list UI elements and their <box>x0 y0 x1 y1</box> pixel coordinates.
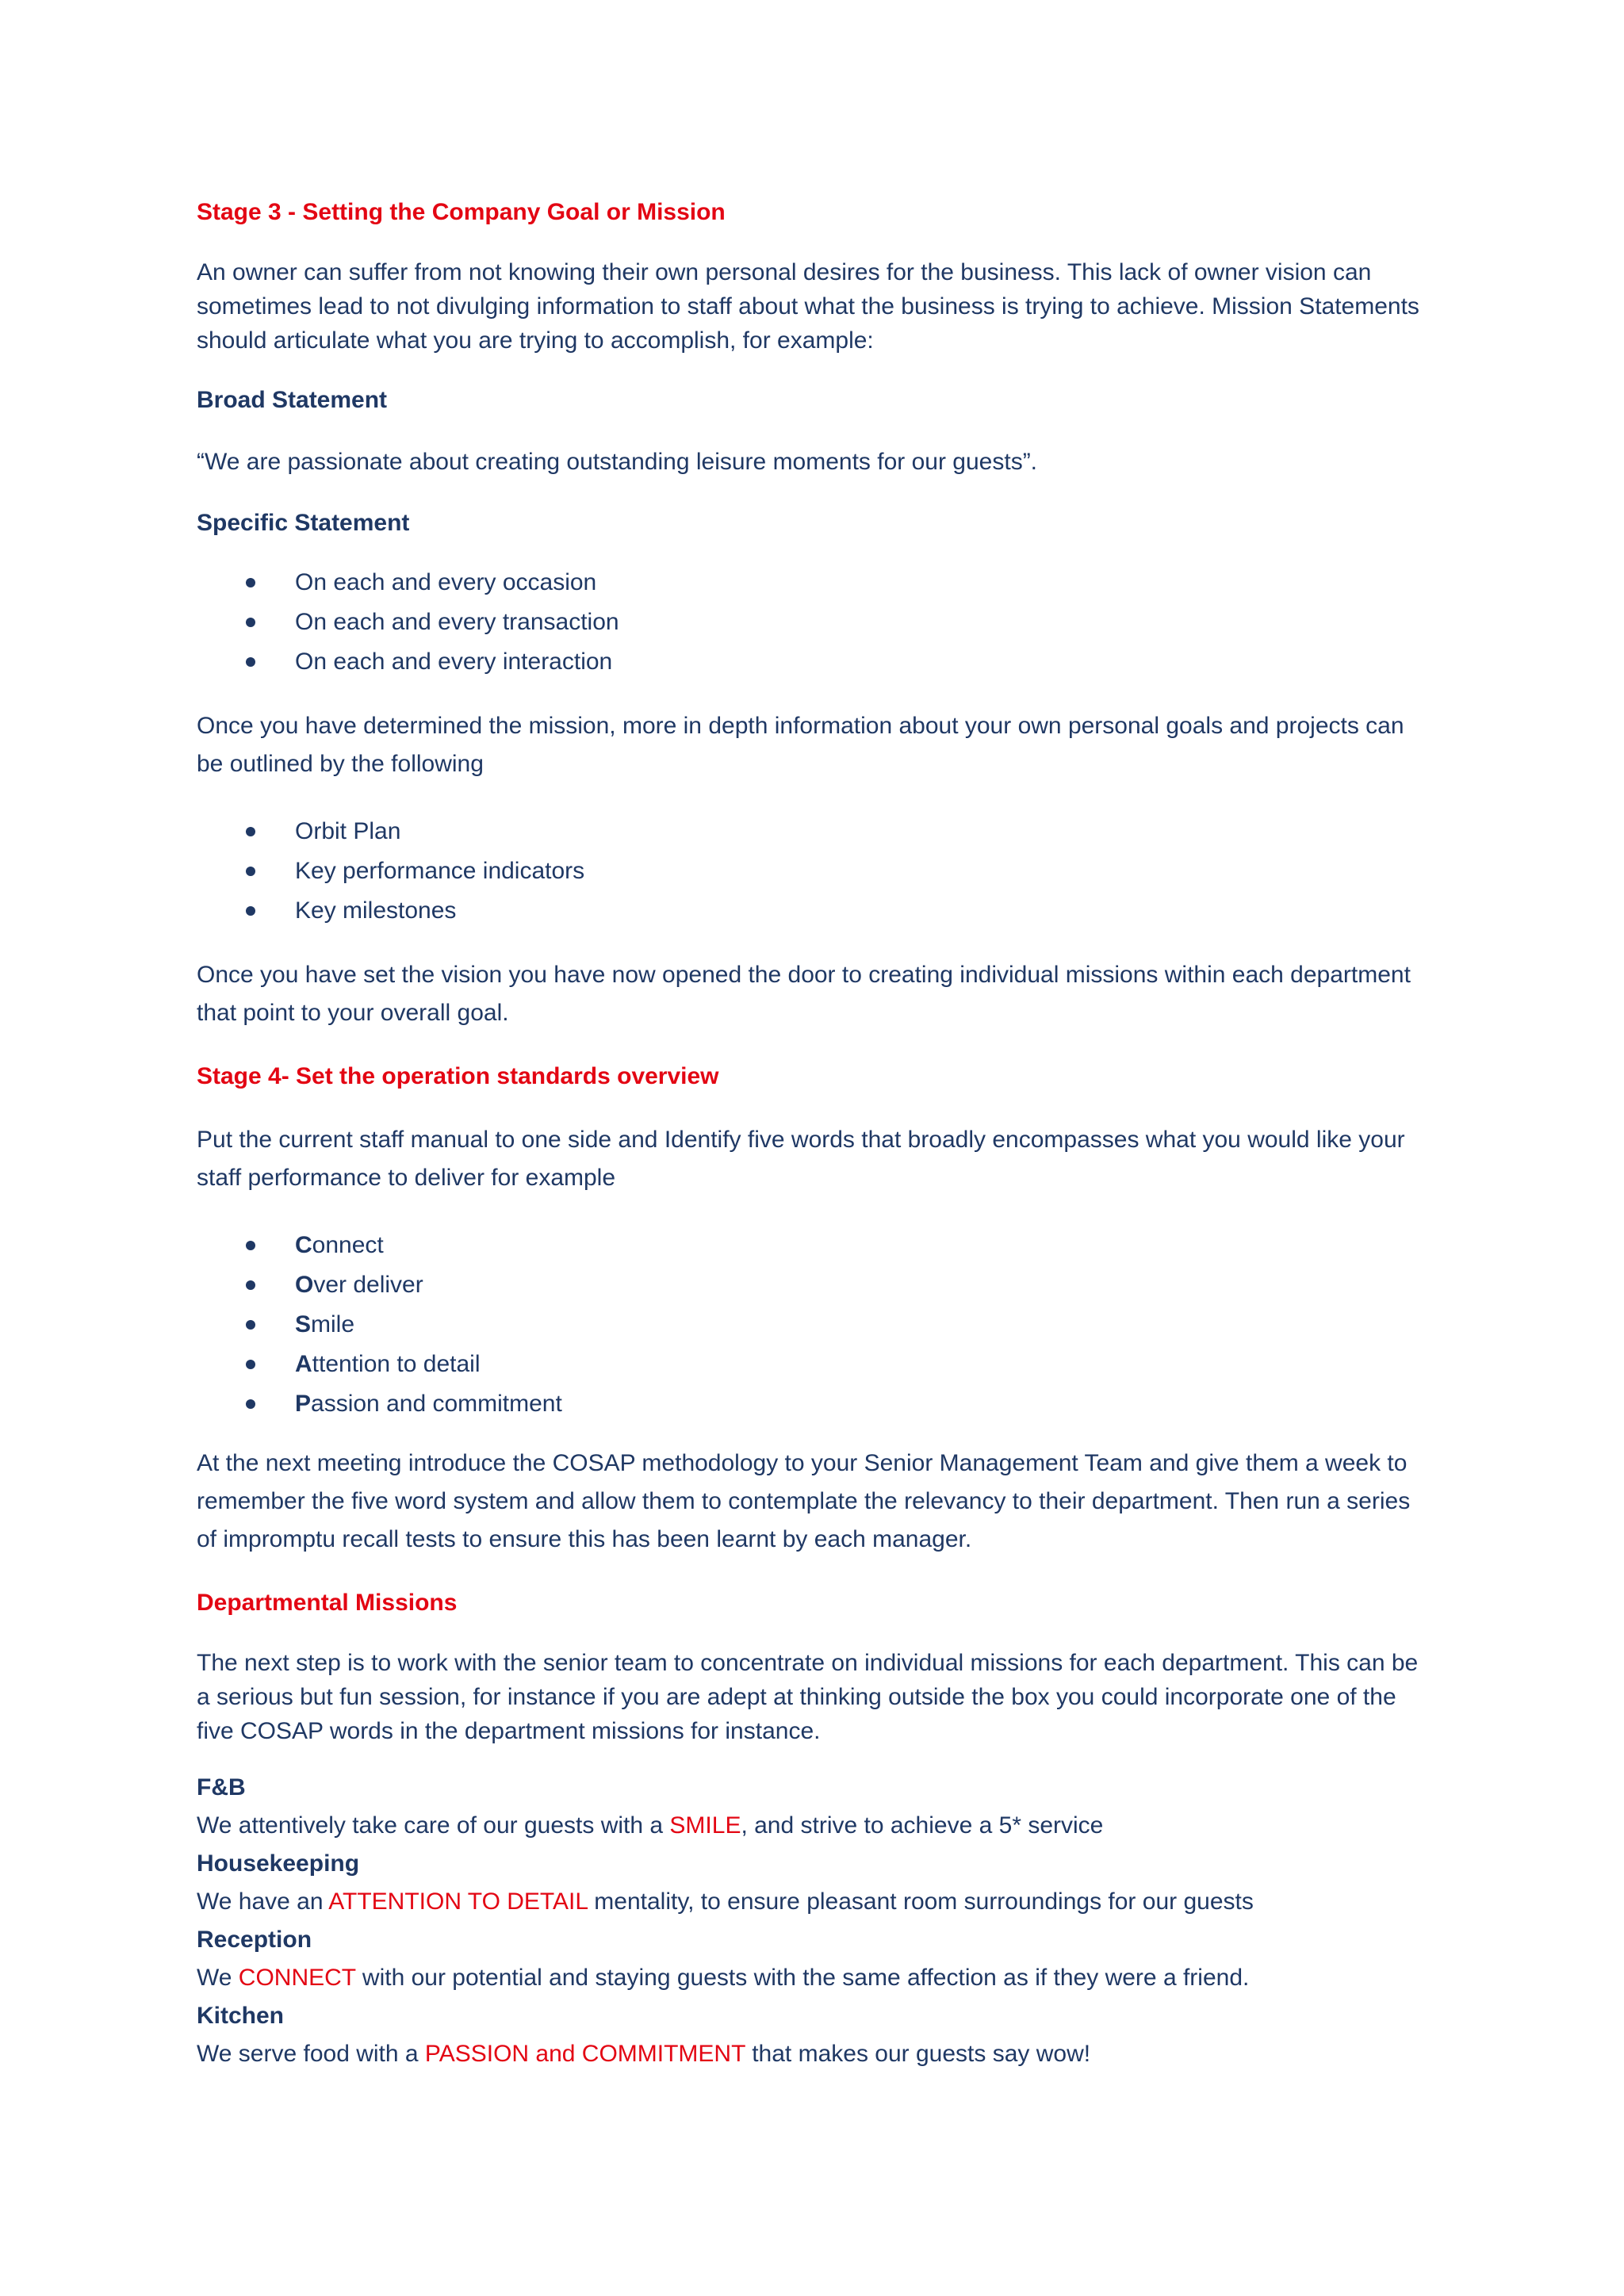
department-name: Housekeeping <box>197 1850 360 1877</box>
cosap-list <box>197 1226 1434 1424</box>
specific-statement-list <box>197 563 1434 682</box>
list-item-text: On each and every interaction <box>295 649 613 675</box>
list-item <box>197 812 1434 851</box>
list-item <box>197 891 1434 931</box>
vision-text: Once you have set the vision you have now opened the door to creating individual missions within each department that point to your overall goal. <box>197 962 1411 1026</box>
list-item-text: Key milestones <box>295 897 457 924</box>
mission-highlight: ATTENTION TO DETAIL <box>328 1888 588 1915</box>
departmental-missions-heading: Departmental Missions <box>197 1590 458 1616</box>
department-mission <box>197 1883 1434 1921</box>
mission-text-before: We attentively take care of our guests with a <box>197 1812 670 1839</box>
list-item <box>197 1265 1434 1305</box>
cosap-initial: S <box>295 1311 312 1337</box>
cosap-word-rest: mile <box>311 1311 355 1337</box>
mission-text-after: mentality, to ensure pleasant room surroundings for our guests <box>587 1888 1254 1915</box>
mission-text-before: We <box>197 1965 239 1991</box>
stage3-heading: Stage 3 - Setting the Company Goal or Mission <box>197 199 726 225</box>
bullet-icon <box>246 1360 255 1369</box>
bullet-icon <box>246 1320 255 1330</box>
cosap-word-rest: ttention to detail <box>312 1351 481 1377</box>
mission-text-after: that makes our guests say wow! <box>745 2041 1091 2067</box>
bullet-icon <box>246 618 255 627</box>
mission-highlight: PASSION and COMMITMENT <box>424 2041 745 2067</box>
cosap-word-rest: ver deliver <box>313 1272 423 1298</box>
mission-outline-text: Once you have determined the mission, more in depth information about your own personal goals and projects can be outlined by the following <box>197 713 1404 777</box>
departmental-intro: The next step is to work with the senior team to concentrate on individual missions for each department. This can be a serious but fun session, for instance if you are adept at thinking outside the box you could incorporate one of the five COSAP words in the department missions for instance. <box>197 1650 1419 1744</box>
list-item-text: On each and every transaction <box>295 609 619 635</box>
bullet-icon <box>246 1399 255 1409</box>
stage4-intro: Put the current staff manual to one side and Identify five words that broadly encompasses what you would like your staff performance to deliver for example <box>197 1127 1405 1191</box>
list-item-text: Key performance indicators <box>295 858 585 884</box>
department-name: Kitchen <box>197 2003 285 2029</box>
list-item <box>197 1305 1434 1345</box>
cosap-initial: P <box>295 1391 312 1417</box>
bullet-icon <box>246 1241 255 1250</box>
cosap-word-rest: assion and commitment <box>311 1391 562 1417</box>
list-item <box>197 1345 1434 1384</box>
specific-statement-heading: Specific Statement <box>197 510 410 536</box>
bullet-icon <box>246 578 255 587</box>
broad-statement-quote: “We are passionate about creating outstanding leisure moments for our guests”. <box>197 449 1038 475</box>
bullet-icon <box>246 827 255 836</box>
department-missions-list <box>197 1769 1434 2073</box>
cosap-initial: C <box>295 1232 312 1258</box>
list-item <box>197 1226 1434 1265</box>
department-mission <box>197 2035 1434 2073</box>
mission-text-before: We have an <box>197 1888 329 1915</box>
bullet-icon <box>246 906 255 916</box>
mission-text-after: with our potential and staying guests with the same affection as if they were a friend. <box>355 1965 1250 1991</box>
broad-statement-heading: Broad Statement <box>197 387 388 413</box>
department-mission <box>197 1959 1434 1997</box>
bullet-icon <box>246 867 255 876</box>
mission-highlight: SMILE <box>669 1812 741 1839</box>
list-item <box>197 603 1434 642</box>
document-page <box>197 197 1434 2073</box>
list-item <box>197 642 1434 682</box>
mission-outline-list <box>197 812 1434 931</box>
mission-text-after: , and strive to achieve a 5* service <box>741 1812 1104 1839</box>
bullet-icon <box>246 657 255 667</box>
list-item <box>197 851 1434 891</box>
mission-highlight: CONNECT <box>238 1965 356 1991</box>
meeting-text: At the next meeting introduce the COSAP methodology to your Senior Management Team and give them a week to remember the five word system and allow them to contemplate the relevancy to their department. Then run a series of impromptu recall tests to ensure this has been learnt by each manager. <box>197 1450 1411 1552</box>
stage3-intro: An owner can suffer from not knowing their own personal desires for the business. This lack of owner vision can sometimes lead to not divulging information to staff about what the business is trying to achieve. Mission Statements should articulate what you are trying to accomplish, for example: <box>197 259 1419 354</box>
list-item-text: Orbit Plan <box>295 818 401 844</box>
list-item <box>197 1384 1434 1424</box>
cosap-word-rest: onnect <box>312 1232 384 1258</box>
mission-text-before: We serve food with a <box>197 2041 425 2067</box>
stage4-heading: Stage 4- Set the operation standards overview <box>197 1063 719 1089</box>
department-name: Reception <box>197 1927 312 1953</box>
bullet-icon <box>246 1280 255 1290</box>
list-item <box>197 563 1434 603</box>
department-name: F&B <box>197 1774 246 1800</box>
department-mission <box>197 1807 1434 1845</box>
cosap-initial: O <box>295 1272 314 1298</box>
cosap-initial: A <box>295 1351 312 1377</box>
list-item-text: On each and every occasion <box>295 569 597 595</box>
